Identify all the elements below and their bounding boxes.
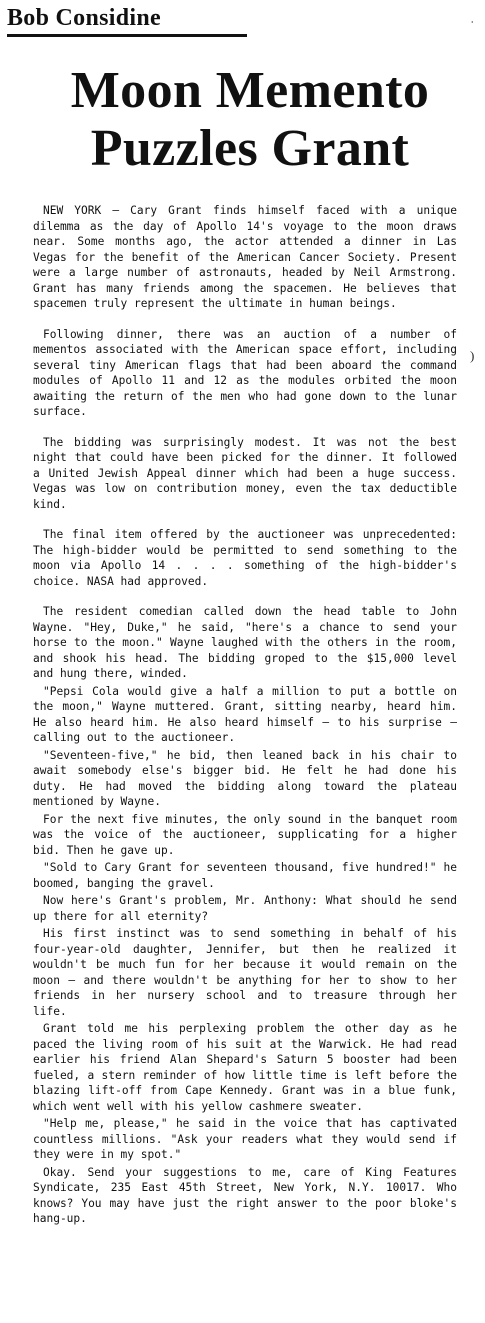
- paragraph: Now here's Grant's problem, Mr. Anthony: What should he send up there for all eternity?: [33, 894, 457, 923]
- paragraph: The bidding was surprisingly modest. It was not the best night that could have been picked for the dinner. It followed a United Jewish Appeal dinner which had been a huge success. Vegas was low on contribution money, even the tax deductible kind.: [33, 435, 457, 511]
- margin-speck: ): [470, 348, 475, 363]
- paragraph: NEW YORK — Cary Grant finds himself faced with a unique dilemma as the day of Apollo 14's voyage to the moon draws near. Some months ago, the actor attended a dinner in Las Vegas for the benefit of the American Cancer Society. Present were a large number of astronauts, headed by Neil Armstrong. Grant has many friends among the spacemen. He believes that spacemen truly represent the ultimate in human beings.: [33, 204, 457, 310]
- article-body: [33, 203, 457, 1227]
- paragraph: Okay. Send your suggestions to me, care of King Features Syndicate, 235 East 45th Street, New York, N.Y. 10017. Who knows? You may have just the right answer to the poor bloke's hang-up.: [33, 1165, 457, 1225]
- paragraph: His first instinct was to send something in behalf of his four-year-old daughter, Jennifer, but then he realized it wouldn't be much fun for her because it would remain on the moon — and there wouldn't be anything for her to show to her friends in her nursery school and to treasure through her life.: [33, 927, 457, 1018]
- paragraph: "Seventeen-five," he bid, then leaned back in his chair to await somebody else's bigger bid. He felt he had done his duty. He had moved the bidding along toward the plateau mentioned by Wayne.: [33, 748, 457, 808]
- paragraph: Grant told me his perplexing problem the other day as he paced the living room of his suit at the Warwick. He had read earlier his friend Alan Shepard's Saturn 5 booster had been fueled, a stern reminder of how little time is left before the blazing lift-off from Cape Kennedy. Grant was in a blue funk, which went well with his yellow cashmere sweater.: [33, 1022, 457, 1113]
- paragraph: The final item offered by the auctioneer was unprecedented: The high-bidder would be permitted to send something to the moon via Apollo 14 . . . . something of the high-bidder's choice. NASA had approved.: [33, 528, 457, 588]
- headline-line-1: Moon Memento: [70, 62, 430, 119]
- margin-speck: ˈ: [470, 18, 475, 33]
- paragraph: For the next five minutes, the only sound in the banquet room was the voice of the auctioneer, supplicating for a higher bid. Then he gave up.: [33, 812, 457, 857]
- paragraph: "Sold to Cary Grant for seventeen thousand, five hundred!" he boomed, banging the gravel.: [33, 861, 457, 890]
- paragraph: The resident comedian called down the head table to John Wayne. "Hey, Duke," he said, "here's a chance to send your horse to the moon." Wayne laughed with the others in the room, and shook his head. The bidding groped to the $15,000 level and hung there, winded.: [33, 605, 457, 680]
- paragraph: "Help me, please," he said in the voice that has captivated countless millions. "Ask your readers what they would send if they were in my spot.": [33, 1117, 457, 1161]
- headline: [40, 62, 460, 178]
- paragraph: "Pepsi Cola would give a half a million to put a bottle on the moon," Wayne muttered. Grant, sitting nearby, heard him. He also heard him. He also heard himself — to his surprise — calling out to the auctioneer.: [33, 684, 457, 744]
- headline-line-2: Puzzles Grant: [90, 120, 410, 177]
- byline: Bob Considine: [7, 4, 247, 37]
- paragraph: Following dinner, there was an auction of a number of mementos associated with the American space effort, including several tiny American flags that had been aboard the command modules of Apollo 11 and 12 as the modules orbited the moon awaiting the return of the men who had gone down to the lunar surface.: [33, 327, 457, 418]
